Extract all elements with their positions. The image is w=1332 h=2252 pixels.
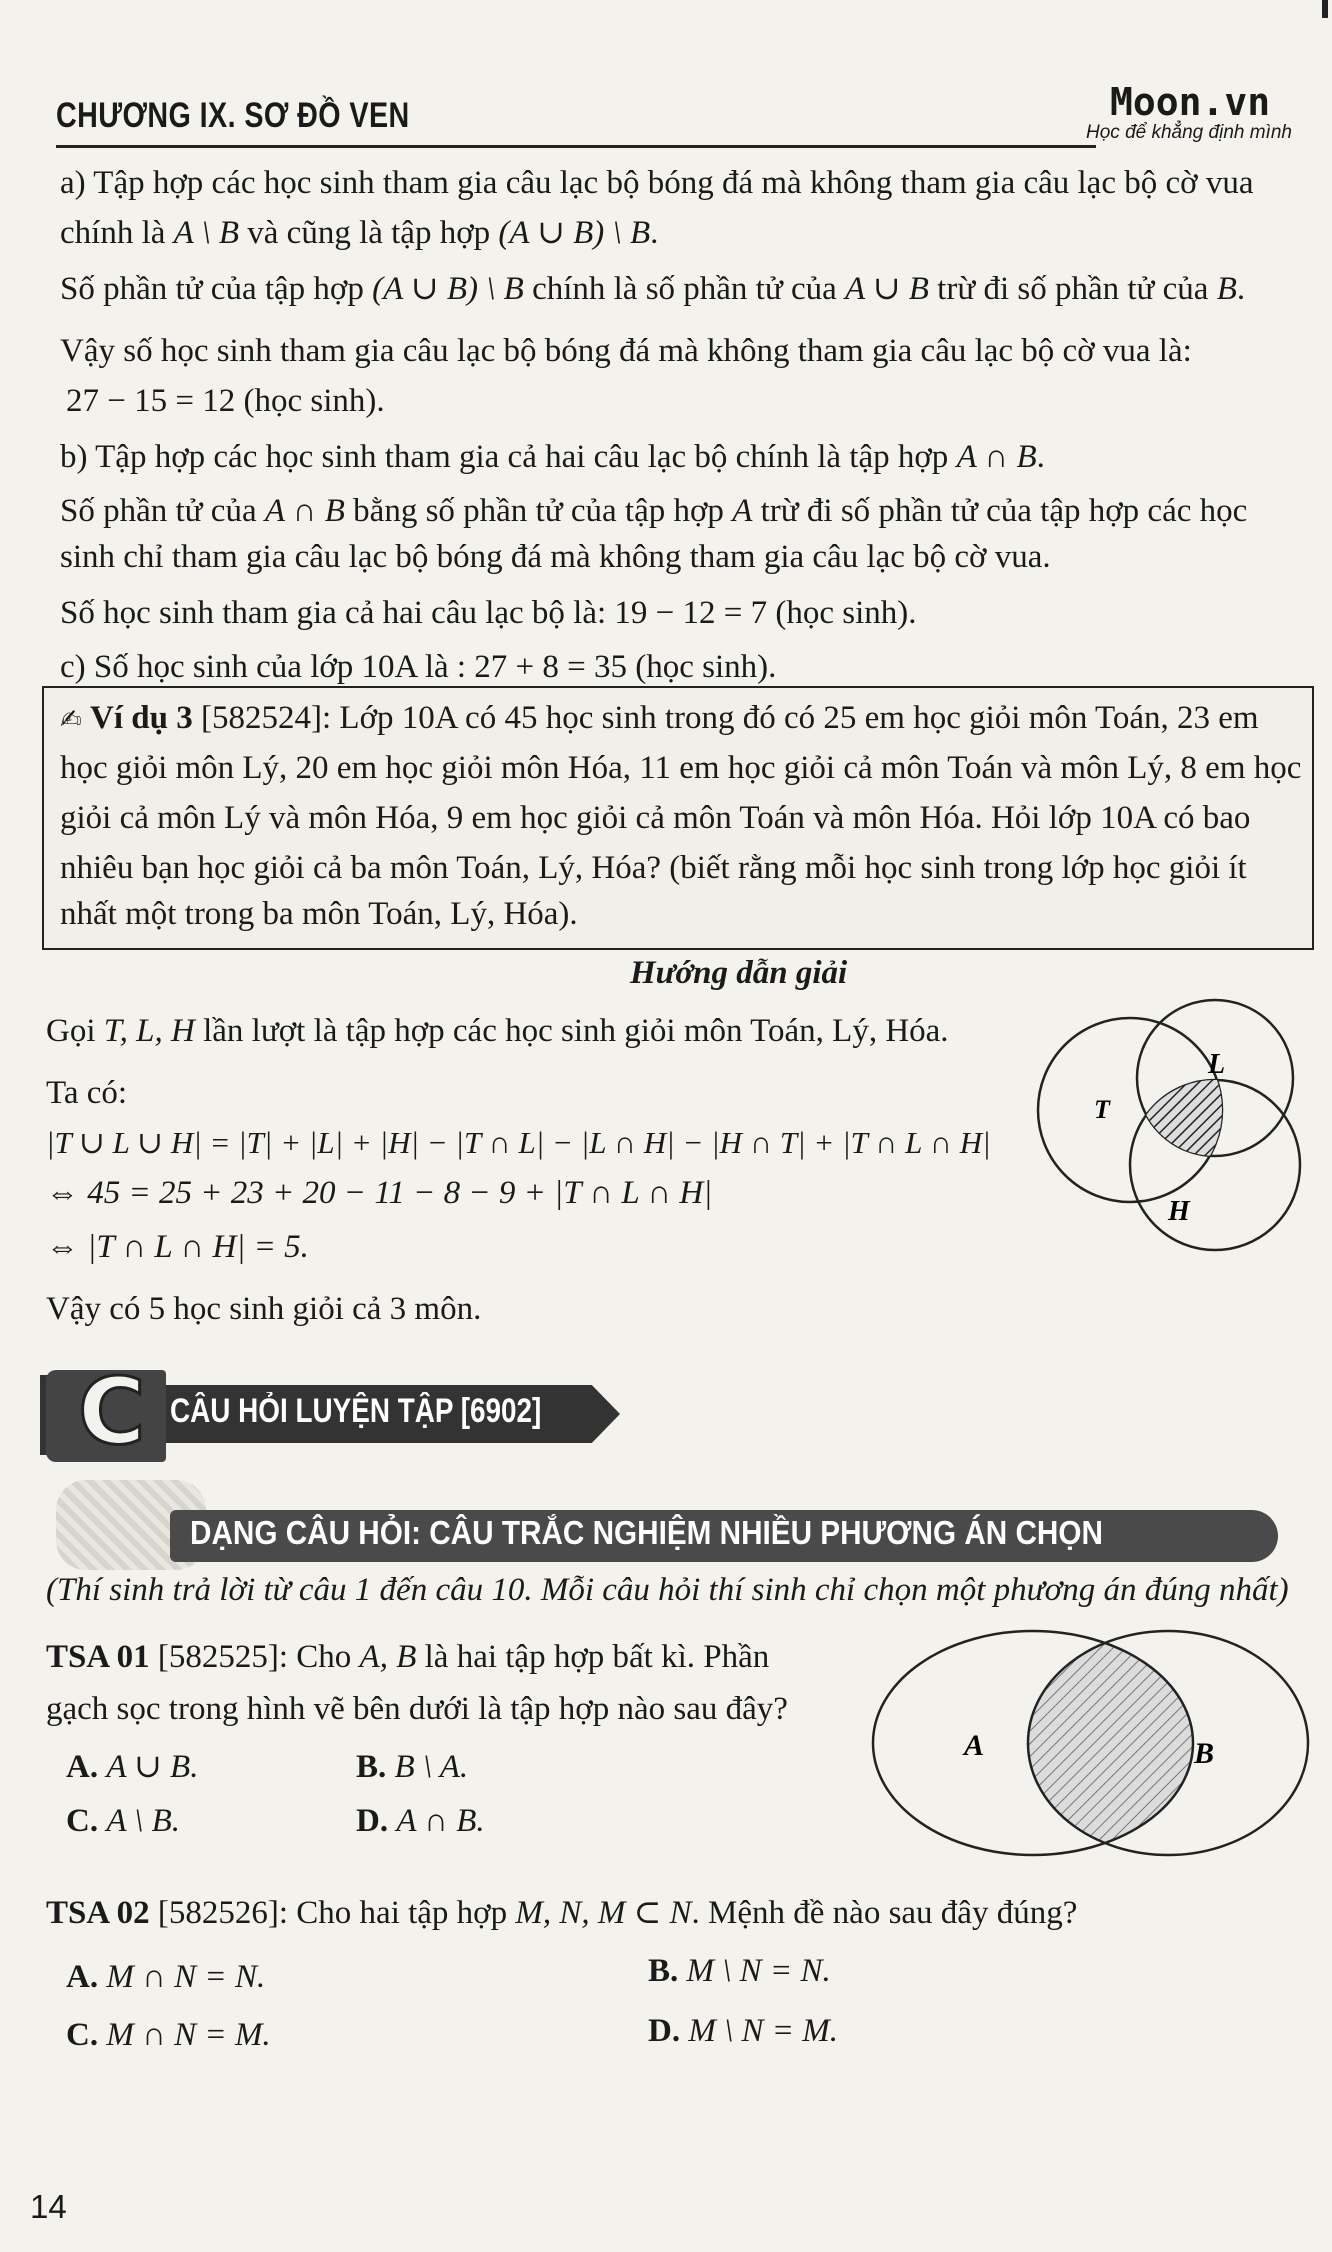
solution-a-line2: chính là A \ B và cũng là tập hợp (A ∪ B) \ B. xyxy=(60,215,659,251)
solution3-formula1: |T ∪ L ∪ H| = |T| + |L| + |H| − |T ∩ L| − |L ∩ H| − |H ∩ T| + |T ∩ L ∩ H| xyxy=(46,1125,991,1160)
brand-logo: Moon.vn xyxy=(1110,80,1271,124)
venn-diagram-3 xyxy=(1030,990,1330,1260)
example3-line5: nhất một trong ba môn Toán, Lý, Hóa). xyxy=(60,896,578,932)
venn-label-b: B xyxy=(1194,1737,1215,1770)
example3-line4: nhiêu bạn học giỏi cả ba môn Toán, Lý, Hóa? (biết rằng mỗi học sinh trong lớp học giỏi ít xyxy=(60,850,1247,886)
q2-line1: TSA 02 [582526]: Cho hai tập hợp M, N, M ⊂ N. Mệnh đề nào sau đây đúng? xyxy=(46,1895,1078,1931)
solution3-line2: Ta có: xyxy=(46,1075,128,1111)
section-letter: C xyxy=(78,1358,146,1465)
solution-b-line3: sinh chỉ tham gia câu lạc bộ bóng đá mà không tham gia câu lạc bộ cờ vua. xyxy=(60,539,1051,575)
example3-line2: học giỏi môn Lý, 20 em học giỏi môn Hóa, 11 em học giỏi cả môn Toán và môn Lý, 8 em học xyxy=(60,750,1302,786)
solution-b-line1: b) Tập hợp các học sinh tham gia cả hai câu lạc bộ chính là tập hợp A ∩ B. xyxy=(60,439,1045,475)
solution3-conclusion: Vậy có 5 học sinh giỏi cả 3 môn. xyxy=(46,1291,482,1327)
example3-line3: giỏi cả môn Lý và môn Hóa, 9 em học giỏi cả môn Toán và môn Hóa. Hỏi lớp 10A có bao xyxy=(60,800,1251,836)
example3-box xyxy=(42,686,1314,950)
q1-line2: gạch sọc trong hình vẽ bên dưới là tập hợp nào sau đây? xyxy=(46,1691,788,1727)
pencil-icon: ✍ xyxy=(60,705,82,735)
section-title: CÂU HỎI LUYỆN TẬP [6902] xyxy=(170,1392,542,1430)
venn-label-a: A xyxy=(964,1729,985,1762)
corner-mark xyxy=(1322,0,1328,18)
q2-option-b[interactable]: B. M \ N = N. xyxy=(648,1953,831,1989)
instruction-text: (Thí sinh trả lời từ câu 1 đến câu 10. Mỗi câu hỏi thí sinh chỉ chọn một phương án đúng nhất) xyxy=(46,1572,1289,1608)
q1-option-d[interactable]: D. A ∩ B. xyxy=(356,1803,485,1839)
q2-option-d[interactable]: D. M \ N = M. xyxy=(648,2013,839,2049)
q2-option-c[interactable]: C. M ∩ N = M. xyxy=(66,2017,271,2053)
solution3-formula3: ⇔ |T ∩ L ∩ H| = 5. xyxy=(46,1229,309,1265)
solution-a-line3: Số phần tử của tập hợp (A ∪ B) \ B chính là số phần tử của A ∪ B trừ đi số phần tử của B. xyxy=(60,271,1246,307)
solution3-formula2: ⇔ 45 = 25 + 23 + 20 − 11 − 8 − 9 + |T ∩ L ∩ H| xyxy=(46,1175,713,1211)
solution3-line1: Gọi T, L, H lần lượt là tập hợp các học sinh giỏi môn Toán, Lý, Hóa. xyxy=(46,1013,949,1049)
question-type-title: DẠNG CÂU HỎI: CÂU TRẮC NGHIỆM NHIỀU PHƯƠNG ÁN CHỌN xyxy=(190,1514,1103,1551)
page-number: 14 xyxy=(30,2188,67,2225)
solution-b-line4: Số học sinh tham gia cả hai câu lạc bộ là: 19 − 12 = 7 (học sinh). xyxy=(60,595,917,631)
chapter-title: CHƯƠNG IX. SƠ ĐỒ VEN xyxy=(56,96,410,135)
solution-a-line4: Vậy số học sinh tham gia câu lạc bộ bóng đá mà không tham gia câu lạc bộ cờ vua là: xyxy=(60,333,1192,369)
solution-c-line: c) Số học sinh của lớp 10A là : 27 + 8 = 35 (học sinh). xyxy=(60,649,777,685)
venn-diagram-2 xyxy=(868,1625,1318,1865)
q1-line1: TSA 01 [582525]: Cho A, B là hai tập hợp bất kì. Phần xyxy=(46,1639,770,1675)
venn-label-h: H xyxy=(1168,1196,1190,1227)
solution-a-line5: 27 − 15 = 12 (học sinh). xyxy=(66,383,385,419)
guide-title: Hướng dẫn giải xyxy=(630,955,848,991)
q1-option-c[interactable]: C. A \ B. xyxy=(66,1803,180,1839)
q1-option-a[interactable]: A. A ∪ B. xyxy=(66,1749,199,1785)
example3-line1: ✍ Ví dụ 3 [582524]: Lớp 10A có 45 học sinh trong đó có 25 em học giỏi môn Toán, 23 em xyxy=(60,700,1259,736)
q1-option-b[interactable]: B. B \ A. xyxy=(356,1749,469,1785)
venn-label-l: L xyxy=(1208,1049,1226,1080)
header-rule xyxy=(56,145,1096,148)
venn-label-t: T xyxy=(1094,1095,1110,1124)
brand-tagline: Học để khẳng định mình xyxy=(1086,122,1292,143)
solution-a-line1: a) Tập hợp các học sinh tham gia câu lạc bộ bóng đá mà không tham gia câu lạc bộ cờ vua xyxy=(60,165,1254,201)
q2-option-a[interactable]: A. M ∩ N = N. xyxy=(66,1959,266,1995)
solution-b-line2: Số phần tử của A ∩ B bằng số phần tử của tập hợp A trừ đi số phần tử của tập hợp các học xyxy=(60,493,1248,529)
